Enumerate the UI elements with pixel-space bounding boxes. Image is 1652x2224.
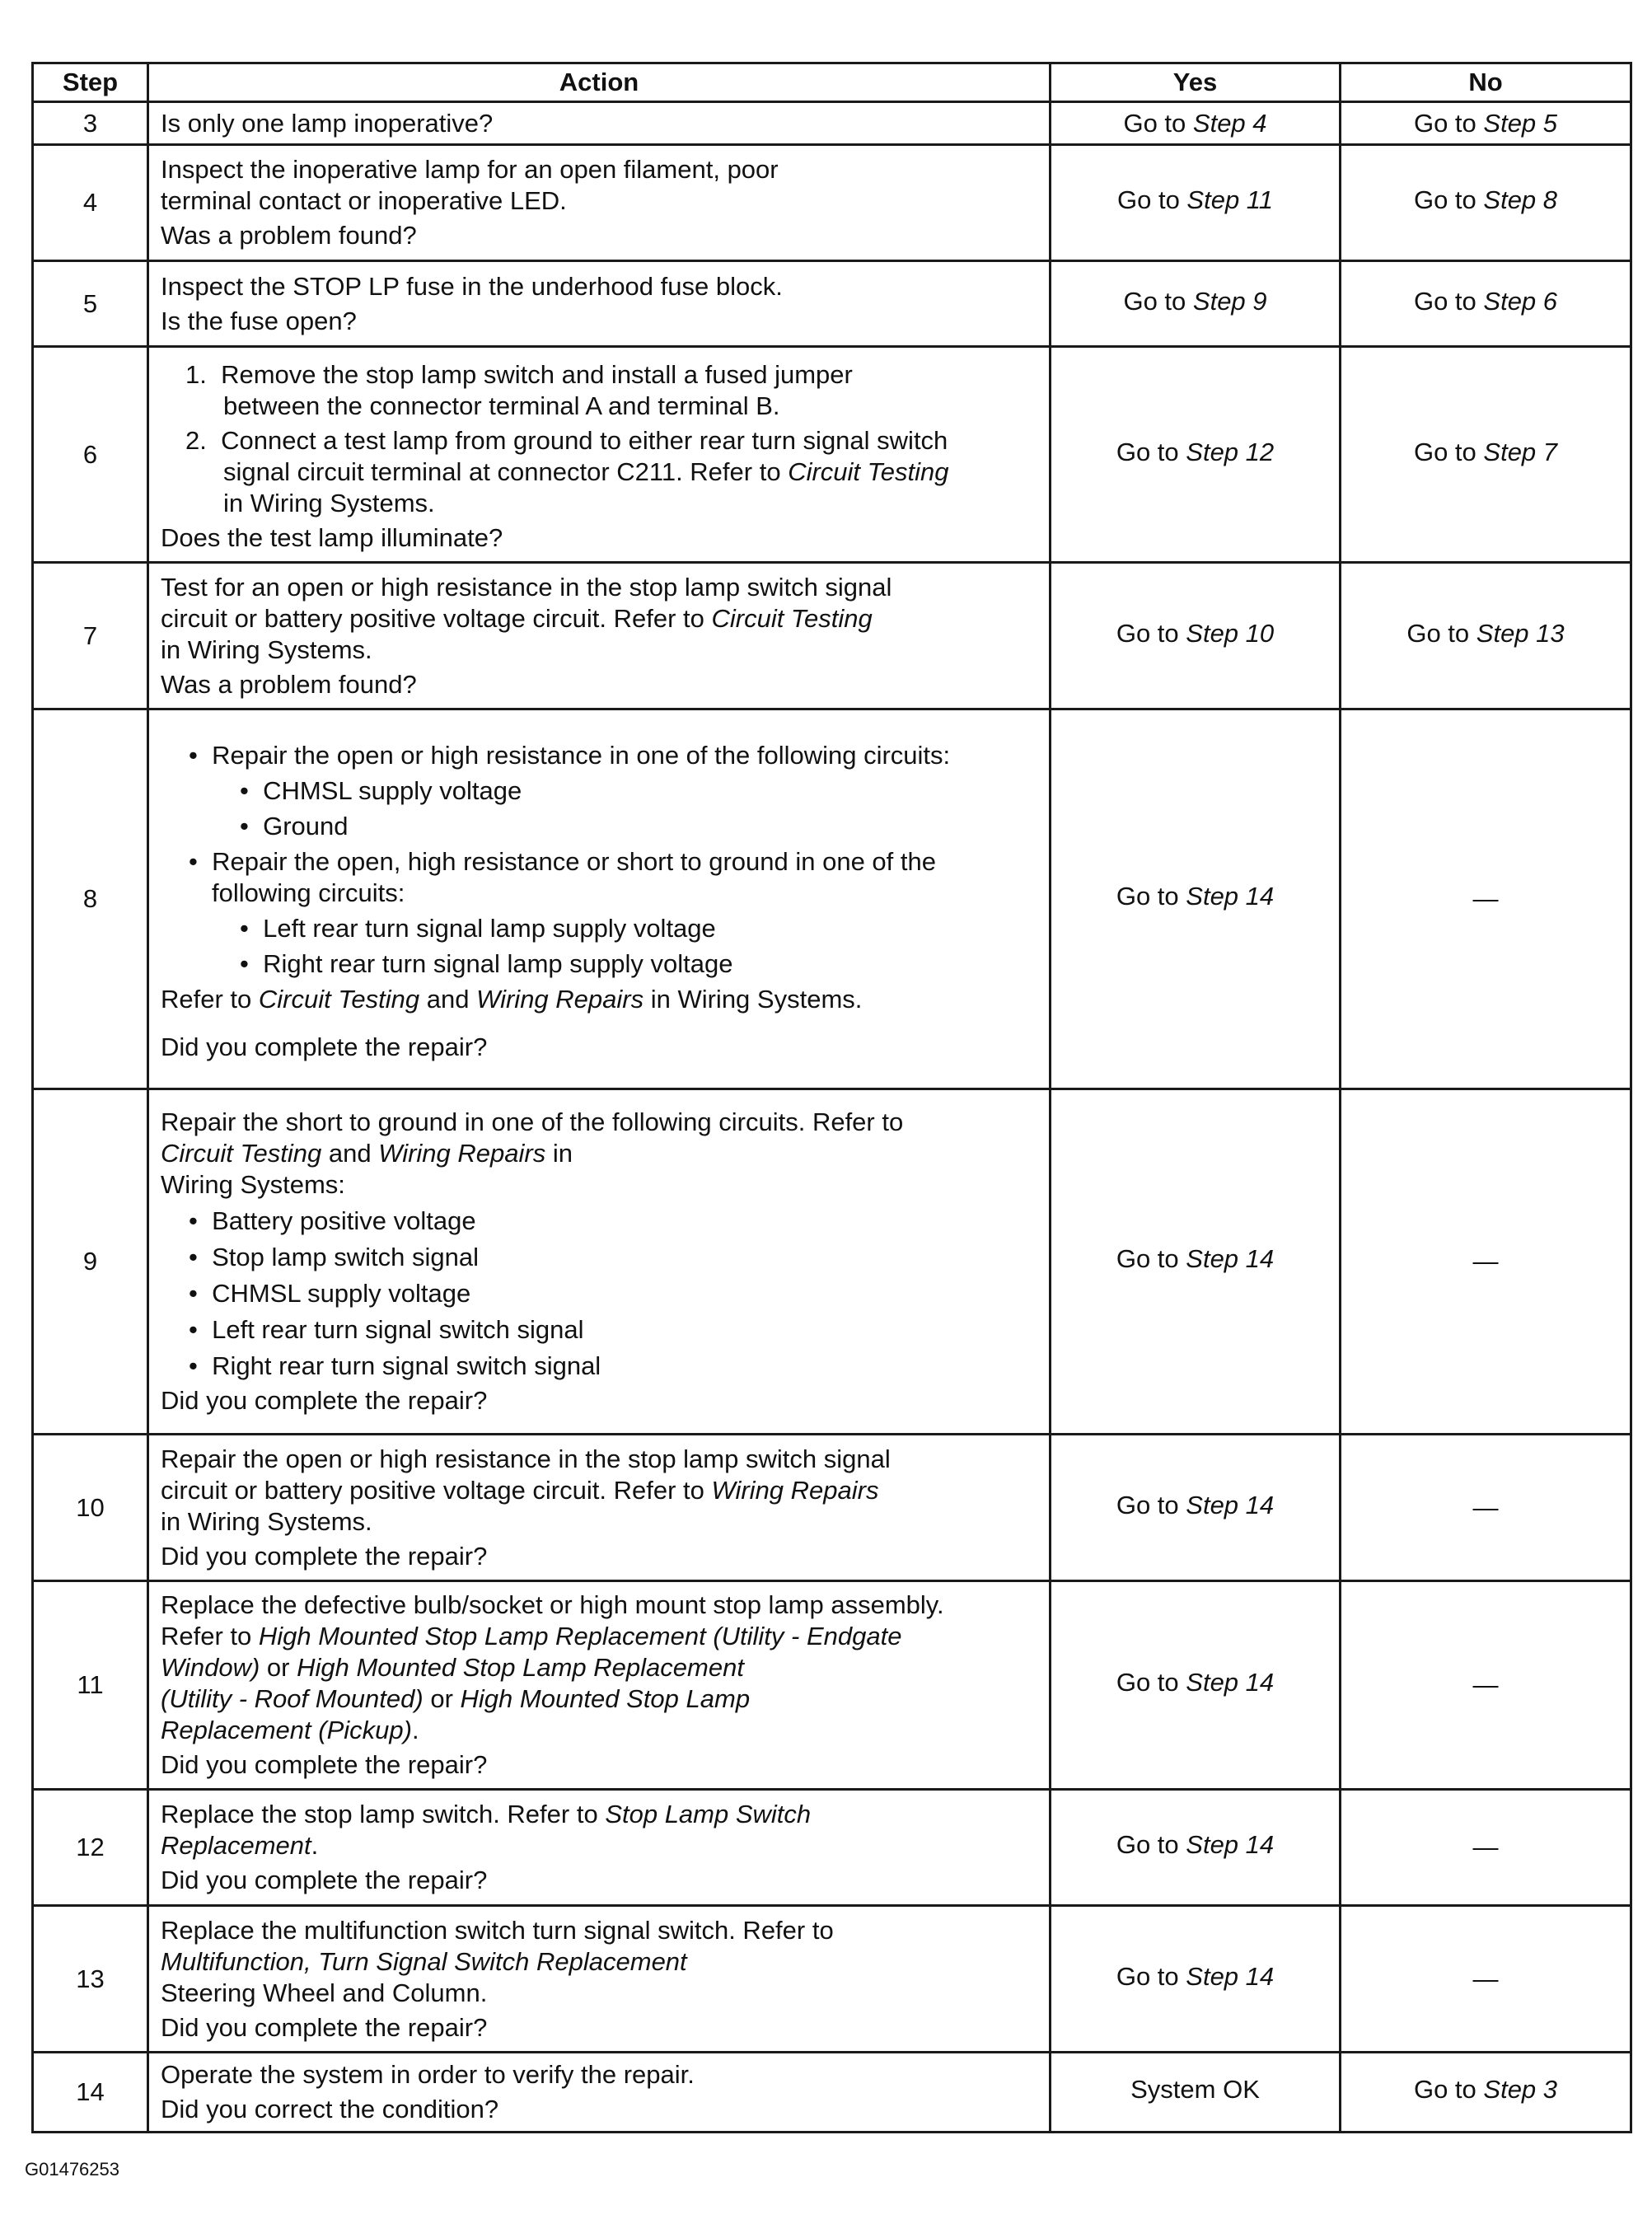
step-link[interactable]: Step 9	[1192, 286, 1267, 316]
action-question: Did you complete the repair?	[161, 1032, 488, 1061]
action-text	[161, 1683, 1039, 1715]
action-text: Repair the open or high resistance in the stop lamp switch signal	[161, 1444, 891, 1473]
table-row	[33, 2053, 1631, 2133]
action-cell	[148, 1790, 1051, 1906]
action-text: Inspect the STOP LP fuse in the underhood fuse block.	[161, 271, 783, 301]
yes-cell	[1051, 347, 1341, 563]
action-text: Inspect the inoperative lamp for an open filament, poor	[161, 155, 779, 184]
bullet-text: Ground	[263, 811, 349, 840]
goto-prefix: Go to	[1123, 108, 1193, 138]
step-number: 6	[33, 347, 148, 563]
no-cell: —	[1341, 1906, 1631, 2053]
bullet-item: • Stop lamp switch signal	[189, 1243, 480, 1271]
action-text-part: Replace the stop lamp switch. Refer to	[161, 1800, 606, 1828]
action-question: Is only one lamp inoperative?	[161, 108, 494, 138]
action-text	[161, 984, 1039, 1015]
no-cell	[1341, 347, 1631, 563]
numbered-item	[161, 359, 1039, 422]
step-number: 5	[33, 261, 148, 347]
table-row	[33, 145, 1631, 261]
bullet-text: CHMSL supply voltage	[263, 775, 522, 805]
goto-prefix: Go to	[1413, 185, 1484, 214]
reference-link[interactable]: Window)	[161, 1653, 260, 1682]
action-text: Replace the defective bulb/socket or high mount stop lamp assembly.	[161, 1590, 944, 1619]
yes-cell	[1051, 563, 1341, 709]
step-link[interactable]: Step 14	[1186, 1830, 1275, 1859]
action-cell	[148, 1089, 1051, 1435]
step-number: 3	[33, 102, 148, 145]
action-text	[161, 1138, 1039, 1169]
action-cell	[148, 145, 1051, 261]
action-question: Was a problem found?	[161, 669, 417, 699]
header-step: Step	[33, 63, 148, 102]
action-text-part: in	[545, 1139, 573, 1168]
action-text-part: or	[260, 1653, 297, 1682]
action-text: Steering Wheel and Column.	[161, 1978, 488, 2007]
step-link[interactable]: Step 11	[1186, 185, 1273, 214]
step-link[interactable]: Step 14	[1186, 1244, 1275, 1273]
goto-prefix: Go to	[1116, 882, 1186, 911]
action-cell	[148, 1581, 1051, 1790]
step-number: 10	[33, 1435, 148, 1581]
step-number: 4	[33, 145, 148, 261]
step-number: 8	[33, 709, 148, 1089]
goto-prefix: Go to	[1406, 618, 1477, 648]
bullet-text: Right rear turn signal switch signal	[212, 1351, 601, 1380]
reference-link[interactable]: Circuit Testing	[711, 603, 873, 633]
item-number: 1.	[185, 359, 207, 389]
goto-prefix: Go to	[1116, 1830, 1186, 1859]
reference-link[interactable]: Wiring Repairs	[476, 984, 644, 1014]
reference-link[interactable]: (Utility - Roof Mounted)	[161, 1684, 424, 1713]
item-number: 2.	[185, 425, 207, 455]
yes-cell	[1051, 102, 1341, 145]
table-row	[33, 563, 1631, 709]
action-text: Operate the system in order to verify the repair.	[161, 2060, 695, 2089]
step-link[interactable]: Step 7	[1483, 437, 1558, 466]
action-text	[161, 603, 1039, 634]
item-text: in Wiring Systems.	[223, 488, 435, 517]
action-text	[161, 1946, 1039, 1978]
action-cell	[148, 2053, 1051, 2133]
yes-cell	[1051, 1581, 1341, 1790]
yes-cell	[1051, 1435, 1341, 1581]
action-question: Was a problem found?	[161, 221, 417, 250]
reference-link[interactable]: Replacement	[161, 1831, 311, 1860]
table-row	[33, 1581, 1631, 1790]
step-number: 7	[33, 563, 148, 709]
goto-prefix: Go to	[1413, 2075, 1484, 2104]
table-row	[33, 1790, 1631, 1906]
action-text	[161, 1715, 1039, 1746]
bullet-text: Right rear turn signal lamp supply voltage	[263, 948, 733, 978]
table-row	[33, 102, 1631, 145]
reference-link[interactable]: High Mounted Stop Lamp	[460, 1684, 751, 1713]
step-link[interactable]: Step 3	[1483, 2075, 1558, 2104]
reference-link[interactable]: High Mounted Stop Lamp Replacement (Utility - Endgate	[258, 1622, 902, 1650]
header-yes: Yes	[1051, 63, 1341, 102]
step-link[interactable]: Step 8	[1483, 185, 1558, 214]
step-link[interactable]: Step 4	[1192, 108, 1267, 138]
reference-link[interactable]: Circuit Testing	[258, 984, 420, 1014]
action-question: Is the fuse open?	[161, 306, 357, 335]
bullet-item: • Right rear turn signal switch signal	[189, 1351, 601, 1380]
action-text: in Wiring Systems.	[161, 634, 372, 664]
action-text: Replace the multifunction switch turn signal switch. Refer to	[161, 1915, 834, 1945]
figure-id: G01476253	[25, 2159, 119, 2180]
no-cell: —	[1341, 709, 1631, 1089]
bullet-text: CHMSL supply voltage	[212, 1279, 471, 1308]
action-text: Repair the short to ground in one of the following circuits. Refer to	[161, 1107, 904, 1136]
bullet-text: Left rear turn signal switch signal	[212, 1315, 584, 1344]
no-cell: —	[1341, 1089, 1631, 1435]
action-text	[161, 1830, 1039, 1861]
action-cell	[148, 1906, 1051, 2053]
yes-cell	[1051, 1089, 1341, 1435]
bullet-text: Battery positive voltage	[212, 1206, 476, 1235]
reference-link[interactable]: Stop Lamp Switch	[605, 1800, 812, 1828]
goto-prefix: Go to	[1116, 437, 1186, 466]
bullet-item: • Left rear turn signal switch signal	[189, 1315, 584, 1344]
step-link[interactable]: Step 5	[1483, 108, 1558, 138]
yes-cell	[1051, 261, 1341, 347]
reference-link[interactable]: High Mounted Stop Lamp Replacement	[297, 1653, 744, 1682]
bullet-text: Repair the open, high resistance or short to ground in one of the	[212, 846, 936, 876]
table-row	[33, 347, 1631, 563]
action-cell	[148, 563, 1051, 709]
action-cell	[148, 261, 1051, 347]
header-action: Action	[148, 63, 1051, 102]
no-cell: —	[1341, 1581, 1631, 1790]
yes-cell	[1051, 709, 1341, 1089]
no-cell	[1341, 261, 1631, 347]
goto-prefix: Go to	[1413, 108, 1484, 138]
sub-bullet-item: • Right rear turn signal lamp supply voltage	[240, 948, 733, 978]
yes-cell: System OK	[1051, 2053, 1341, 2133]
reference-link[interactable]: Wiring Repairs	[711, 1475, 879, 1505]
no-cell	[1341, 563, 1631, 709]
action-cell	[148, 102, 1051, 145]
action-cell	[148, 1435, 1051, 1581]
step-number: 9	[33, 1089, 148, 1435]
sub-bullet-item: • Left rear turn signal lamp supply voltage	[240, 913, 716, 943]
yes-cell	[1051, 1790, 1341, 1906]
action-text: terminal contact or inoperative LED.	[161, 186, 567, 215]
bullet-item: • Repair the open or high resistance in one of the following circuits:	[189, 740, 951, 770]
no-cell: —	[1341, 1435, 1631, 1581]
yes-cell	[1051, 1906, 1341, 2053]
goto-prefix: Go to	[1123, 286, 1193, 316]
action-text	[161, 1621, 1039, 1652]
sub-bullet-item: • CHMSL supply voltage	[240, 775, 522, 805]
reference-link[interactable]: Multifunction, Turn Signal Switch Replacement	[161, 1946, 687, 1976]
step-link[interactable]: Step 14	[1186, 882, 1275, 911]
step-link[interactable]: Step 10	[1186, 618, 1275, 648]
numbered-item	[161, 425, 1039, 519]
step-link[interactable]: Step 14	[1186, 1490, 1275, 1519]
action-question: Did you correct the condition?	[161, 2095, 499, 2123]
action-text-part: Refer to	[161, 984, 259, 1014]
no-cell	[1341, 102, 1631, 145]
step-link[interactable]: Step 13	[1476, 618, 1565, 648]
no-cell	[1341, 2053, 1631, 2133]
no-cell	[1341, 145, 1631, 261]
step-link[interactable]: Step 12	[1186, 437, 1275, 466]
step-link[interactable]: Step 14	[1186, 1668, 1275, 1697]
bullet-item: • CHMSL supply voltage	[189, 1279, 471, 1308]
action-text	[161, 1799, 1039, 1830]
bullet-text: Left rear turn signal lamp supply voltage	[263, 913, 716, 943]
reference-link[interactable]: Circuit Testing	[161, 1139, 322, 1168]
bullet-text: following circuits:	[212, 878, 405, 907]
step-number: 14	[33, 2053, 148, 2133]
action-text	[161, 1652, 1039, 1683]
action-text-part: .	[411, 1716, 419, 1744]
bullet-item: • Repair the open, high resistance or short to ground in one of the following circuits:	[189, 846, 936, 907]
action-cell	[148, 709, 1051, 1089]
action-text-part: Refer to	[161, 1622, 259, 1650]
table-row	[33, 1089, 1631, 1435]
item-text: between the connector terminal A and terminal B.	[223, 391, 780, 420]
step-link[interactable]: Step 14	[1186, 1961, 1275, 1991]
goto-prefix: Go to	[1413, 437, 1484, 466]
reference-link[interactable]: Wiring Repairs	[378, 1139, 546, 1168]
header-no: No	[1341, 63, 1631, 102]
action-text	[161, 1475, 1039, 1506]
no-cell: —	[1341, 1790, 1631, 1906]
item-text: Remove the stop lamp switch and install a fused jumper	[221, 359, 853, 389]
goto-prefix: Go to	[1116, 185, 1187, 214]
action-text-part: and	[419, 984, 477, 1014]
step-link[interactable]: Step 6	[1483, 286, 1558, 316]
item-text: signal circuit terminal at connector C211. Refer to	[223, 457, 789, 486]
diagnostic-table	[31, 62, 1632, 2133]
bullet-text: Stop lamp switch signal	[212, 1243, 480, 1271]
goto-prefix: Go to	[1116, 1961, 1186, 1991]
bullet-text: Repair the open or high resistance in one of the following circuits:	[212, 740, 951, 770]
goto-prefix: Go to	[1116, 1244, 1186, 1273]
action-question: Did you complete the repair?	[161, 1750, 488, 1779]
action-text-part: or	[423, 1684, 461, 1713]
action-text-part: in Wiring Systems.	[643, 984, 863, 1014]
yes-cell	[1051, 145, 1341, 261]
action-text-part: and	[321, 1139, 379, 1168]
action-cell	[148, 347, 1051, 563]
action-question: Did you complete the repair?	[161, 2012, 488, 2042]
action-text-part: .	[311, 1831, 319, 1860]
action-question: Did you complete the repair?	[161, 1866, 488, 1894]
reference-link[interactable]: Circuit Testing	[788, 457, 949, 486]
step-number: 13	[33, 1906, 148, 2053]
action-question: Did you complete the repair?	[161, 1541, 488, 1571]
item-text: Connect a test lamp from ground to either rear turn signal switch	[221, 425, 948, 455]
table-row	[33, 709, 1631, 1089]
goto-prefix: Go to	[1116, 1490, 1186, 1519]
goto-prefix: Go to	[1413, 286, 1484, 316]
sub-bullet-item: • Ground	[240, 811, 349, 840]
action-text: Wiring Systems:	[161, 1170, 345, 1199]
table-row	[33, 261, 1631, 347]
step-number: 12	[33, 1790, 148, 1906]
table-row	[33, 1906, 1631, 2053]
goto-prefix: Go to	[1116, 618, 1186, 648]
action-text: in Wiring Systems.	[161, 1506, 372, 1536]
step-number: 11	[33, 1581, 148, 1790]
action-text-part: circuit or battery positive voltage circuit. Refer to	[161, 603, 712, 633]
reference-link[interactable]: Replacement (Pickup)	[161, 1716, 412, 1744]
action-question: Does the test lamp illuminate?	[161, 522, 503, 552]
action-text-part: circuit or battery positive voltage circuit. Refer to	[161, 1475, 712, 1505]
header-row	[33, 63, 1631, 102]
action-question: Did you complete the repair?	[161, 1386, 488, 1415]
action-text: Test for an open or high resistance in the stop lamp switch signal	[161, 572, 892, 602]
table-row	[33, 1435, 1631, 1581]
bullet-item: • Battery positive voltage	[189, 1206, 476, 1235]
goto-prefix: Go to	[1116, 1668, 1186, 1697]
